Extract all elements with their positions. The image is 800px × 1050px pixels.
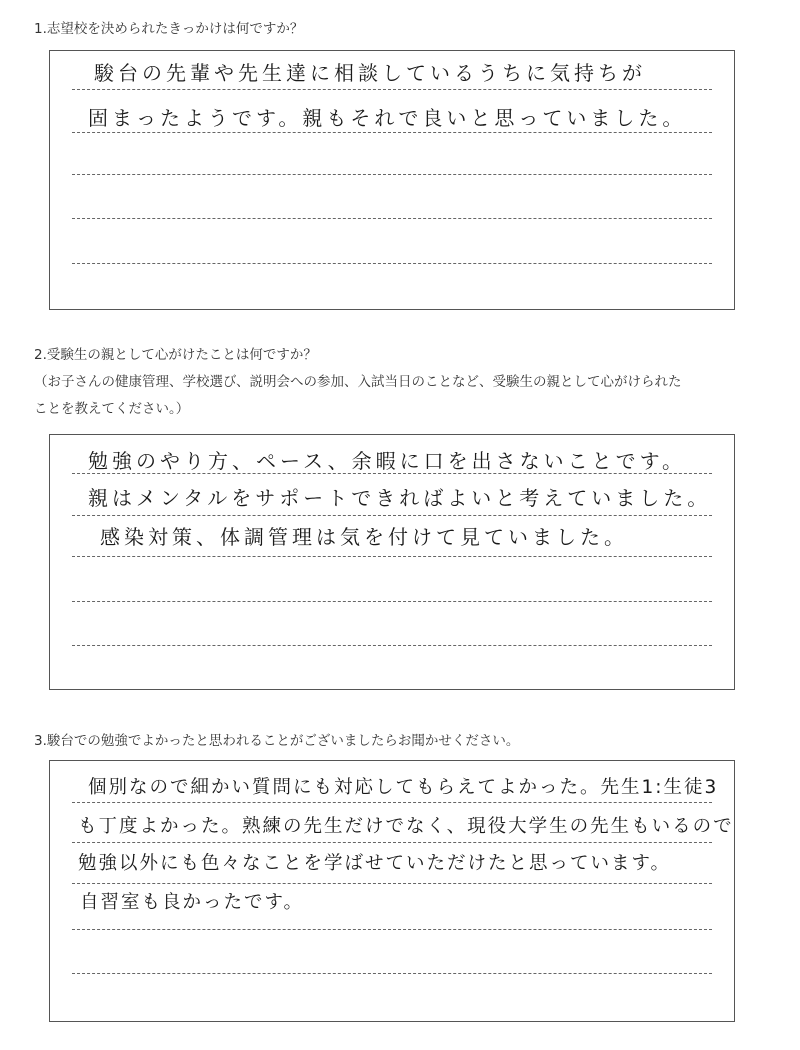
answer-2-line-2: 親はメンタルをサポートできればよいと考えていました。 (88, 486, 712, 510)
ruled-line (72, 973, 712, 974)
ruled-line (72, 802, 712, 803)
ruled-line (72, 174, 712, 175)
answer-3-line-3: 勉強以外にも色々なことを学ばせていただけたと思っています。 (78, 853, 672, 874)
answer-2-line-1: 勉強のやり方、ペース、余暇に口を出さないことです。 (88, 449, 686, 473)
answer-3-line-2: も丁度よかった。熟練の先生だけでなく、現役大学生の先生もいるので (78, 816, 734, 837)
answer-1-line-1: 駿台の先輩や先生達に相談しているうちに気持ちが (94, 61, 646, 85)
ruled-line (72, 515, 712, 516)
ruled-line (72, 473, 712, 474)
question-2-subtitle-2: ことを教えてください。） (34, 401, 190, 417)
ruled-line (72, 645, 712, 646)
answer-box-3 (49, 760, 735, 1022)
ruled-line (72, 929, 712, 930)
answer-2-line-3: 感染対策、体調管理は気を付けて見ていました。 (100, 525, 628, 549)
ruled-line (72, 556, 712, 557)
ruled-line (72, 89, 712, 90)
answer-1-line-2: 固まったようです。親もそれで良いと思っていました。 (88, 106, 687, 130)
question-2-title: 2.受験生の親として心がけたことは何ですか？ (34, 347, 317, 363)
ruled-line (72, 132, 712, 133)
question-2-subtitle-1: （お子さんの健康管理、学校選び、説明会への参加、入試当日のことなど、受験生の親として心がけられた (34, 374, 682, 390)
ruled-line (72, 218, 712, 219)
answer-3-line-4: 自習室も良かったです。 (80, 892, 305, 913)
ruled-line (72, 601, 712, 602)
answer-box-2 (49, 434, 735, 690)
ruled-line (72, 263, 712, 264)
ruled-line (72, 842, 712, 843)
answer-3-line-1: 個別なので細かい質問にも対応してもらえてよかった。先生1:生徒3 (88, 777, 719, 798)
question-3-title: 3.駿台での勉強でよかったと思われることがございましたらお聞かせください。 (34, 733, 520, 749)
answer-box-1 (49, 50, 735, 310)
ruled-line (72, 883, 712, 884)
question-1-title: 1.志望校を決められたきっかけは何ですか？ (34, 21, 304, 37)
